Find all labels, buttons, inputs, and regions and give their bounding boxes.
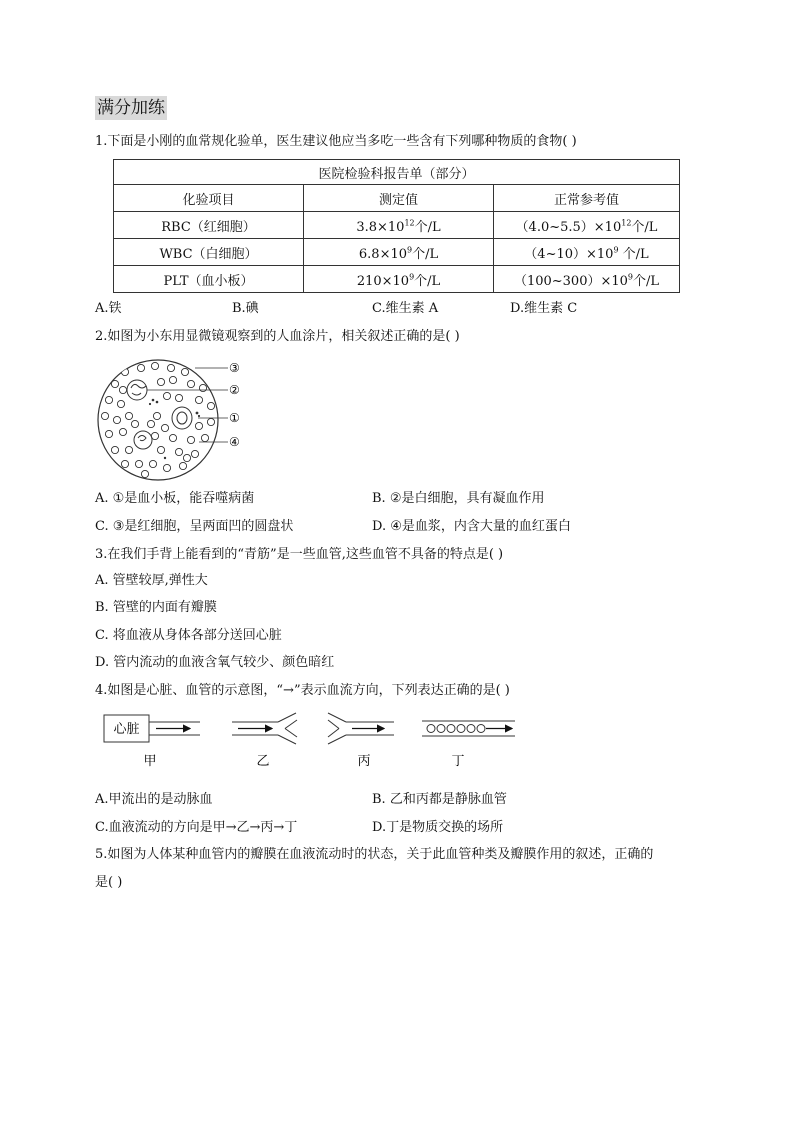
red-blood-cell [147,420,154,427]
q3-option-a[interactable]: A. 管壁较厚,弹性大 [95,573,208,588]
red-blood-cell [125,446,132,453]
q3-option-b[interactable]: B. 管壁的内面有瓣膜 [95,600,217,615]
red-blood-cell [183,454,190,461]
q1-option-a[interactable]: A.铁 [95,301,122,316]
red-blood-cell [151,432,158,439]
q4-option-a[interactable]: A.甲流出的是动脉血 [95,792,213,807]
red-blood-cell [167,364,174,371]
blood-smear-figure [95,358,255,482]
red-blood-cell [199,384,206,391]
red-blood-cell [207,402,214,409]
table-row [114,266,680,293]
red-blood-cell [163,392,170,399]
white-blood-cell [172,407,192,429]
label-bing: 丙 [357,754,371,769]
label-2: ② [229,383,240,397]
q2-option-b[interactable]: B. ②是白细胞，具有凝血作用 [372,491,545,506]
red-blood-cell [141,470,148,477]
table-cell-reference: $(4\sim 10)\times 10^9$ 个/L [494,239,680,266]
red-blood-cell [113,416,120,423]
label-1: ① [229,411,240,425]
table-header: 测定值 [304,185,494,212]
red-blood-cell [135,460,142,467]
red-blood-cell [111,446,118,453]
q4-option-b[interactable]: B. 乙和丙都是静脉血管 [372,792,507,807]
vessel-bing [328,713,394,744]
q4-option-d[interactable]: D.丁是物质交换的场所 [372,820,504,835]
q3-option-c[interactable]: C. 将血液从身体各部分送回心脏 [95,628,282,643]
q5-stem-line2: 是( ) [95,875,123,890]
red-blood-cell [181,368,188,375]
q1-option-b[interactable]: B.碘 [232,301,259,316]
q2-option-c[interactable]: C. ③是红细胞，呈两面凹的圆盘状 [95,519,294,534]
table-caption: 医院检验科报告单（部分） [114,160,680,185]
vessel-ding [422,721,515,736]
vessel-yi [232,713,297,744]
red-blood-cell [157,378,164,385]
red-blood-cell [195,422,202,429]
table-cell-value: $6.8\times 10^9$个/L [304,239,494,266]
label-4: ④ [229,435,240,449]
q3-stem: 3.在我们手背上能看到的“青筋”是一些血管,这些血管不具备的特点是( ) [95,547,504,562]
red-blood-cell [153,412,160,419]
red-blood-cell [179,462,186,469]
q1-stem: 1.下面是小刚的血常规化验单，医生建议他应当多吃一些含有下列哪种物质的食物( ) [95,134,577,149]
red-blood-cell [125,412,132,419]
red-blood-cell [121,460,128,467]
q2-option-d[interactable]: D. ④是血浆，内含大量的血红蛋白 [372,519,571,534]
table-cell-value: $3.8\times 10^{12}$个/L [304,212,494,239]
q2-option-a[interactable]: A. ①是血小板，能吞噬病菌 [95,491,255,506]
red-blood-cell [187,380,194,387]
red-blood-cell [191,450,198,457]
table-cell-reference: $(100\sim 300)\times 10^9$个/L [494,266,680,293]
report-table [113,159,680,293]
table-row [114,212,680,239]
table-cell-reference: $(4.0\sim 5.5)\times 10^{12}$个/L [494,212,680,239]
red-blood-cell [201,434,208,441]
red-blood-cell [187,436,194,443]
red-blood-cell [137,364,144,371]
red-blood-cell [101,412,108,419]
red-blood-cell [163,464,170,471]
q4-option-c[interactable]: C.血液流动的方向是甲→乙→丙→丁 [95,820,298,835]
red-blood-cell [157,446,164,453]
red-blood-cell [119,428,126,435]
label-ding: 丁 [451,754,465,769]
table-cell-item: RBC（红细胞） [114,212,304,239]
label-jia: 甲 [143,754,157,769]
heart-label: 心脏 [113,722,140,737]
red-blood-cell [131,420,138,427]
red-blood-cell [175,394,182,401]
q1-option-c[interactable]: C.维生素 A [372,301,439,316]
red-blood-cell [117,400,124,407]
table-cell-value: $210\times 10^9$个/L [304,266,494,293]
label-3: ③ [229,361,240,375]
section-title: 满分加练 [97,98,165,118]
label-yi: 乙 [256,754,270,769]
table-cell-item: WBC（白细胞） [114,239,304,266]
q1-option-d[interactable]: D.维生素 C [510,301,578,316]
q3-option-d[interactable]: D. 管内流动的血液含氧气较少、颜色暗红 [95,655,335,670]
red-blood-cell [169,376,176,383]
red-blood-cell [195,396,202,403]
table-header: 正常参考值 [494,185,680,212]
red-blood-cell [105,430,112,437]
white-blood-cell [134,431,152,449]
table-cell-item: PLT（血小板） [114,266,304,293]
white-blood-cell [127,380,147,400]
red-blood-cell [161,424,168,431]
red-blood-cell [175,448,182,455]
vessel-jia [104,715,200,742]
red-blood-cell [119,386,126,393]
red-blood-cell [207,418,214,425]
table-header: 化验项目 [114,185,304,212]
vessels-figure [100,712,530,772]
table-row [114,239,680,266]
q4-stem: 4.如图是心脏、血管的示意图，“→”表示血流方向，下列表达正确的是( ) [95,683,510,698]
red-blood-cell [105,396,112,403]
red-blood-cell [111,380,118,387]
red-blood-cell [151,362,158,369]
red-blood-cell [149,460,156,467]
red-blood-cell [169,434,176,441]
q5-stem-line1: 5.如图为人体某种血管内的瓣膜在血液流动时的状态，关于此血管种类及瓣膜作用的叙述，正确的 [95,847,654,862]
q2-stem: 2.如图为小东用显微镜观察到的人血涂片，相关叙述正确的是( ) [95,329,460,344]
